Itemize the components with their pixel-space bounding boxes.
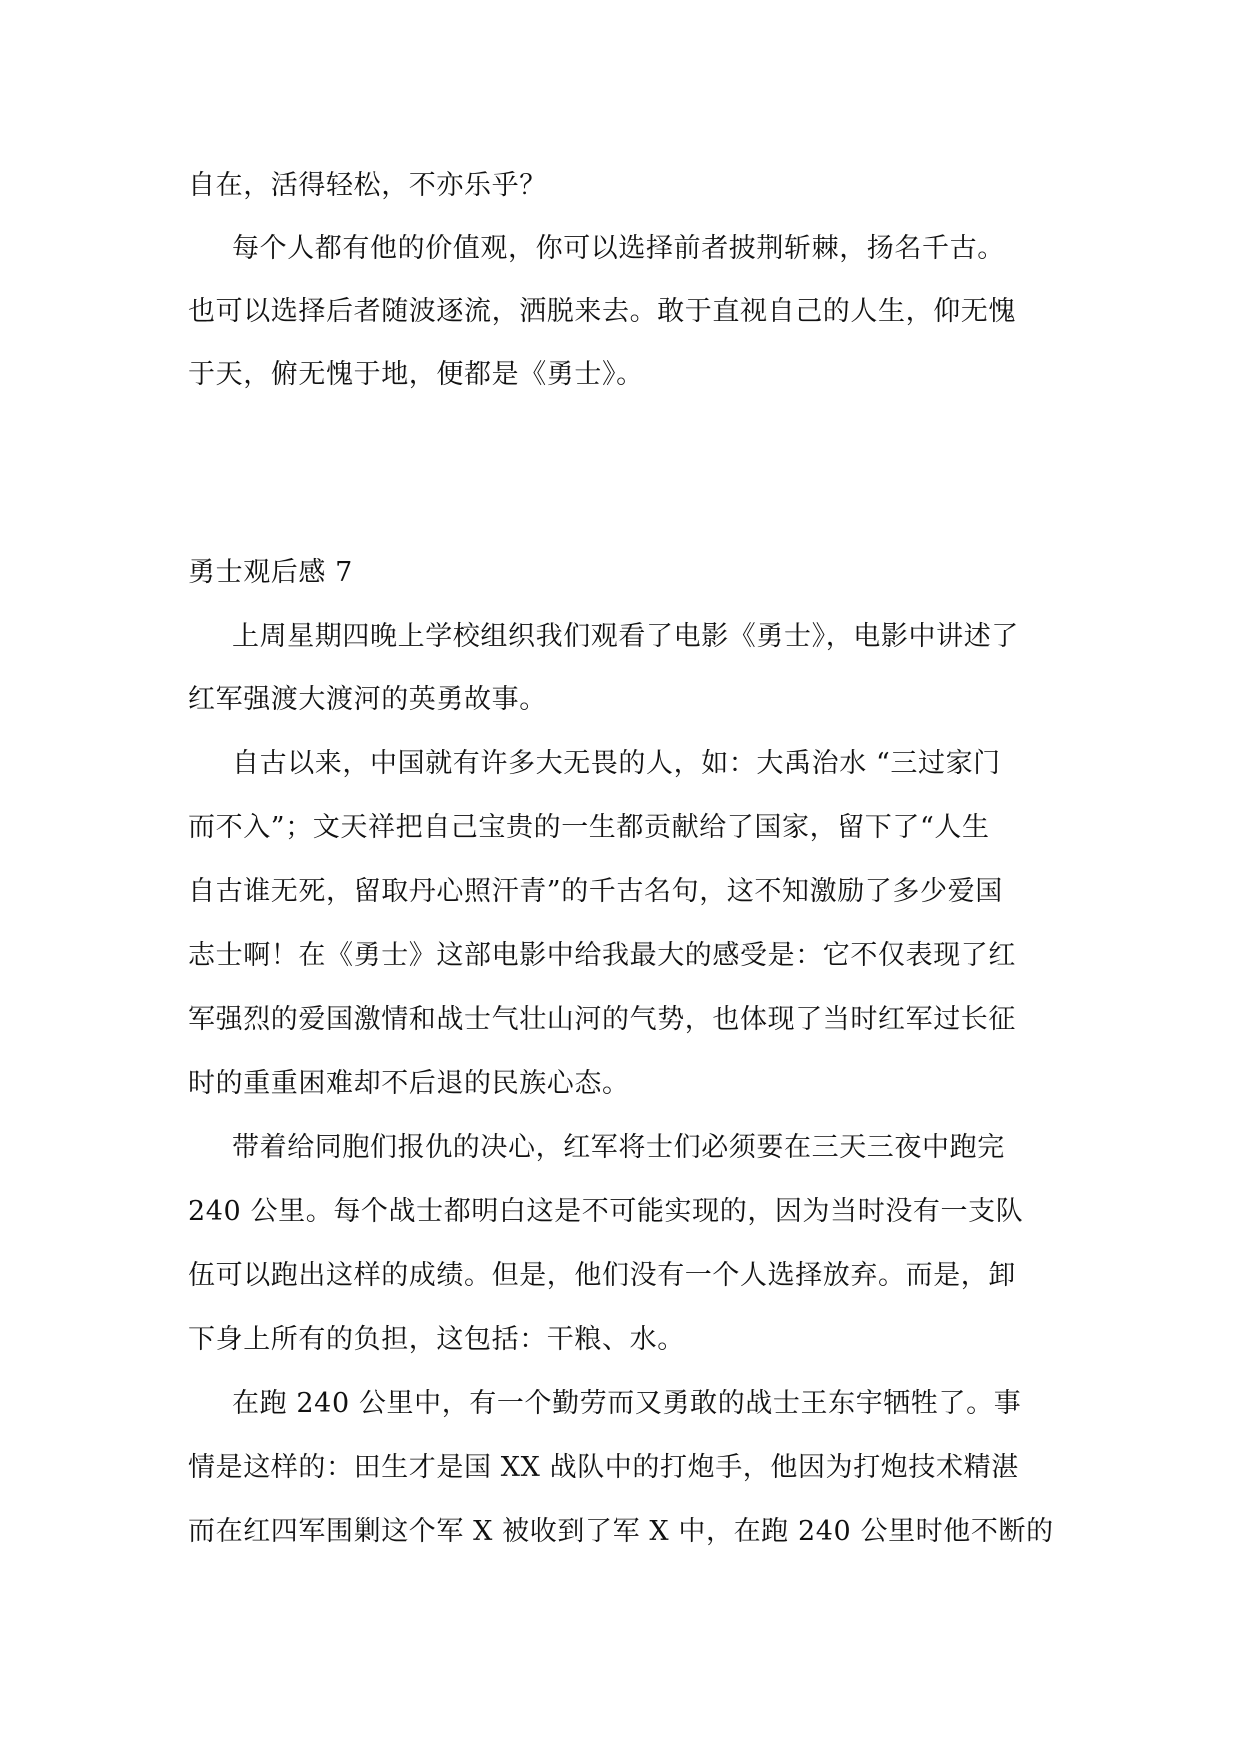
- text-line-9: 而不入”；文天祥把自己宝贵的一生都贡献给了国家，留下了“人生: [188, 812, 990, 843]
- text-line-11: 志士啊！在《勇士》这部电影中给我最大的感受是：它不仅表现了红: [188, 940, 1016, 971]
- text-line-14: 带着给同胞们报仇的决心，红军将士们必须要在三天三夜中跑完: [232, 1132, 1005, 1163]
- text-line-16: 伍可以跑出这样的成绩。但是，他们没有一个人选择放弃。而是，卸: [188, 1260, 1016, 1291]
- text-line-18: 在跑 240 公里中，有一个勤劳而又勇敢的战士王东宇牺牲了。事: [232, 1388, 1022, 1419]
- text-line-20: 而在红四军围剿这个军 X 被收到了军 X 中，在跑 240 公里时他不断的: [188, 1516, 1054, 1547]
- text-line-15: 240 公里。每个战士都明白这是不可能实现的，因为当时没有一支队: [188, 1196, 1024, 1227]
- text-line-12: 军强烈的爱国激情和战士气壮山河的气势，也体现了当时红军过长征: [188, 1004, 1016, 1035]
- text-line-4: 于天，俯无愧于地，便都是《勇士》。: [188, 359, 644, 390]
- text-line-10: 自古谁无死，留取丹心照汗青”的千古名句，这不知激励了多少爱国: [188, 876, 1003, 907]
- text-line-8: 自古以来，中国就有许多大无畏的人，如：大禹治水 “三过家门: [232, 748, 1001, 779]
- text-line-17: 下身上所有的负担，这包括：干粮、水。: [188, 1324, 685, 1355]
- text-line-1: 自在，活得轻松，不亦乐乎？: [188, 170, 547, 201]
- text-line-2: 每个人都有他的价值观，你可以选择前者披荆斩棘，扬名千古。: [232, 233, 1005, 264]
- text-line-6: 上周星期四晚上学校组织我们观看了电影《勇士》，电影中讲述了: [232, 621, 1019, 652]
- text-line-19: 情是这样的：田生才是国 XX 战队中的打炮手，他因为打炮技术精湛: [188, 1452, 1019, 1483]
- text-line-7: 红军强渡大渡河的英勇故事。: [188, 684, 547, 715]
- text-line-13: 时的重重困难却不后退的民族心态。: [188, 1068, 630, 1099]
- text-line-3: 也可以选择后者随波逐流，洒脱来去。敢于直视自己的人生，仰无愧: [188, 296, 1016, 327]
- section-title: 勇士观后感 7: [188, 557, 353, 588]
